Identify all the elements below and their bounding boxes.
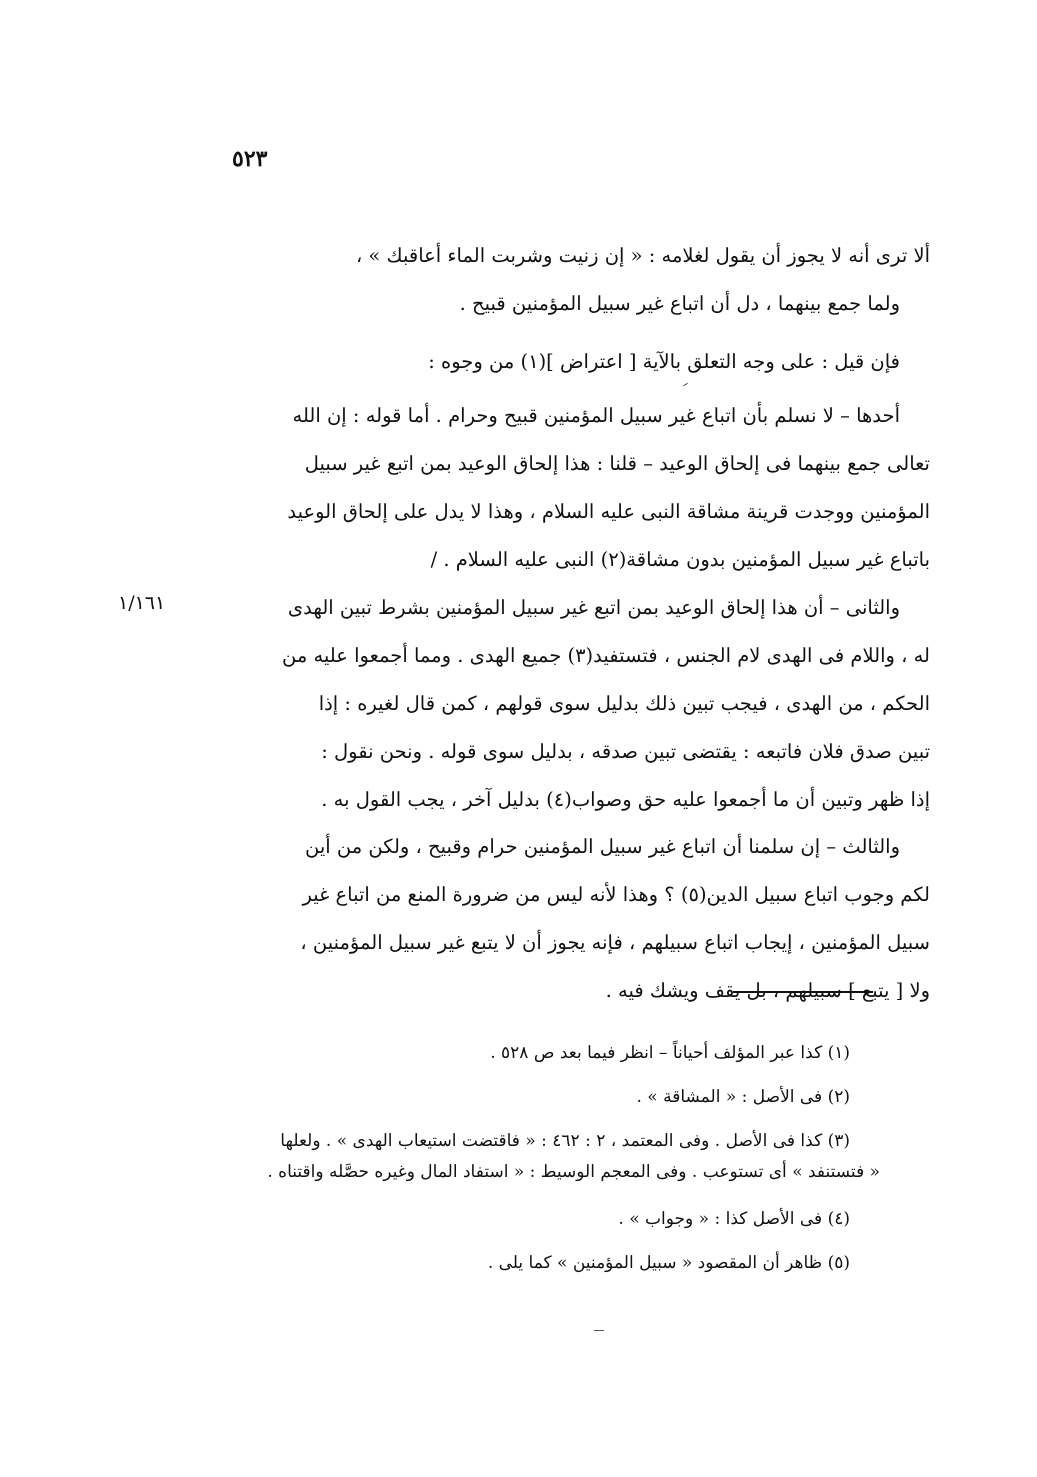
paragraph-1 bbox=[172, 232, 930, 328]
footnote-2: (٢) فى الأصل : « المشاقة » . bbox=[636, 1087, 850, 1107]
text-line: أحدها – لا نسلم بأن اتباع غير سبيل المؤمنين قبيح وحرام . أما قوله : إن الله bbox=[292, 404, 900, 427]
page-mark bbox=[594, 1330, 604, 1331]
text-line: ولما جمع بينهما ، دل أن اتباع غير سبيل المؤمنين قبيح . bbox=[459, 292, 900, 315]
text-line: تعالى جمع بينهما فى إلحاق الوعيد – قلنا : هذا إلحاق الوعيد بمن اتبع غير سبيل bbox=[304, 452, 930, 475]
footnote-3-line-1: (٣) كذا فى الأصل . وفى المعتمد ، ٢ : ٤٦٢ : « فاقتضت استيعاب الهدى » . ولعلها bbox=[280, 1131, 850, 1151]
text-line: لكم وجوب اتباع سبيل الدين(٥) ؟ وهذا لأنه ليس من ضرورة المنع من اتباع غير bbox=[302, 883, 930, 906]
margin-reference: ١/١٦١ bbox=[118, 592, 166, 614]
paragraph-4 bbox=[172, 584, 930, 824]
text-line: المؤمنين ووجدت قرينة مشاقة النبى عليه السلام ، وهذا لا يدل على إلحاق الوعيد bbox=[287, 500, 930, 523]
text-line: فإن قيل : على وجه التعلق بالآية [ اعتراض ](١) من وجوه : bbox=[428, 350, 900, 373]
text-line: الحكم ، من الهدى ، فيجب تبين ذلك بدليل سوى قولهم ، كمن قال لغيره : إذا bbox=[318, 692, 930, 715]
text-line: تبين صدق فلان فاتبعه : يقتضى تبين صدقه ، بدليل سوى قوله . ونحن نقول : bbox=[321, 740, 930, 763]
text-line: ولا [ يتبع ] سبيلهم ، بل يقف ويشك فيه . bbox=[605, 979, 930, 1002]
paragraph-3 bbox=[172, 392, 930, 584]
footnote-5: (٥) ظاهر أن المقصود « سبيل المؤمنين » كما يلى . bbox=[487, 1253, 850, 1273]
paragraph-2 bbox=[172, 338, 930, 386]
paragraph-5 bbox=[172, 823, 930, 1015]
page-number: ٥٢٣ bbox=[232, 146, 268, 172]
text-line: باتباع غير سبيل المؤمنين بدون مشاقة(٢) النبى عليه السلام . / bbox=[430, 548, 930, 571]
footnote-1: (١) كذا عبر المؤلف أحياناً – انظر فيما بعد ص ٥٢٨ . bbox=[490, 1043, 850, 1063]
footnote-3-line-2: « فتستنفد » أى تستوعب . وفى المعجم الوسيط : « استفاد المال وغيره حصَّله واقتناه . bbox=[267, 1162, 880, 1182]
footnotes bbox=[170, 1031, 880, 1285]
text-line: والثانى – أن هذا إلحاق الوعيد بمن اتبع غير سبيل المؤمنين بشرط تبين الهدى bbox=[287, 596, 900, 619]
footnote-4: (٤) فى الأصل كذا : « وجواب » . bbox=[618, 1209, 850, 1229]
footnote-divider bbox=[733, 991, 873, 993]
text-line: سبيل المؤمنين ، إيجاب اتباع سبيلهم ، فإنه يجوز أن لا يتبع غير سبيل المؤمنين ، bbox=[300, 931, 930, 954]
text-line: له ، واللام فى الهدى لام الجنس ، فتستفيد(٣) جميع الهدى . ومما أجمعوا عليه من bbox=[281, 644, 930, 667]
text-line: إذا ظهر وتبين أن ما أجمعوا عليه حق وصواب(٤) بدليل آخر ، يجب القول به . bbox=[321, 788, 930, 811]
text-line: والثالث – إن سلمنا أن اتباع غير سبيل المؤمنين حرام وقبيح ، ولكن من أين bbox=[304, 835, 900, 858]
text-line: ألا ترى أنه لا يجوز أن يقول لغلامه : « إن زنيت وشربت الماء أعاقبك » ، bbox=[355, 244, 930, 267]
